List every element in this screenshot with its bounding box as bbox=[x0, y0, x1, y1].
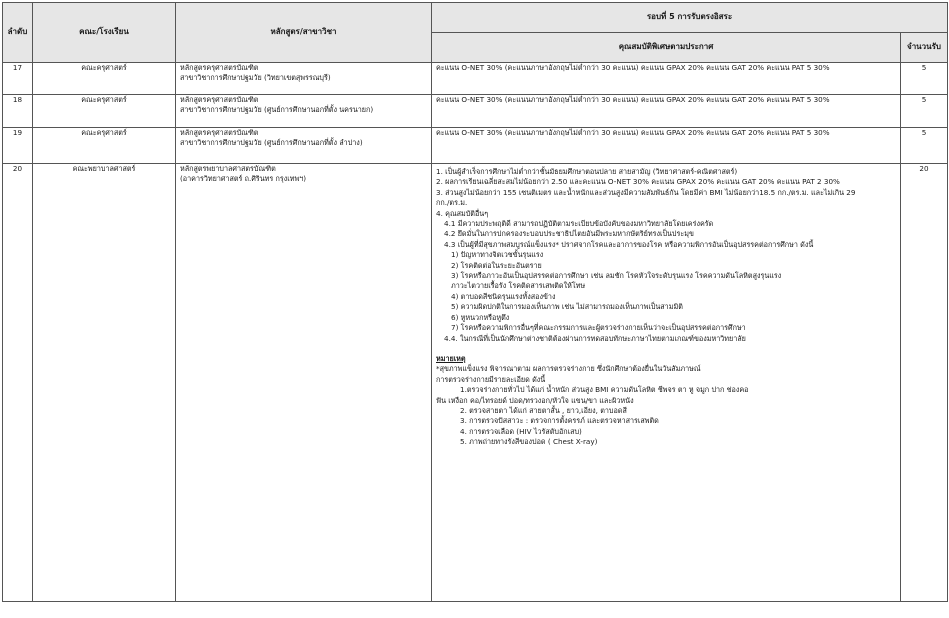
qual-item-3-cont: กก./ตร.ม. bbox=[436, 198, 468, 208]
row-qualification: คะแนน O-NET 30% (คะแนนภาษาอังกฤษไม่ต่ำกว่า 30 คะแนน) คะแนน GPAX 20% คะแนน GAT 20% คะแนน PAT 5 30% bbox=[432, 128, 901, 164]
row-qualification bbox=[432, 164, 901, 602]
qual-item-1: 1. เป็นผู้สำเร็จการศึกษาไม่ต่ำกว่าชั้นมัธยมศึกษาตอนปลาย สายสามัญ (วิทยาศาสตร์-คณิตศาสตร์) bbox=[436, 167, 738, 176]
note-line: การตรวจร่างกายมีรายละเอียด ดังนี้ bbox=[436, 374, 546, 384]
row-faculty: คณะครุศาสตร์ bbox=[33, 128, 176, 164]
note-line: 5. ภาพถ่ายทางรังสีของปอด ( Chest X-ray) bbox=[460, 437, 598, 447]
header-seats: จำนวนรับ bbox=[901, 33, 948, 63]
row-qualification: คะแนน O-NET 30% (คะแนนภาษาอังกฤษไม่ต่ำกว่า 30 คะแนน) คะแนน GPAX 20% คะแนน GAT 20% คะแนน PAT 5 30% bbox=[432, 63, 901, 95]
row-faculty: คณะครุศาสตร์ bbox=[33, 63, 176, 95]
note-line: 4. การตรวจเลือด (HIV ไวรัสตับอักเสบ) bbox=[460, 426, 582, 436]
health-item-2: 2) โรคติดต่อในระยะอันตราย bbox=[451, 260, 542, 270]
table-row bbox=[3, 95, 948, 128]
note-line: ฟัน เหงือก คอ/ไทรอยด์ ปอด/ทรวงอก/หัวใจ แขน/ขา และผิวหนัง bbox=[436, 395, 634, 405]
health-item-4: 4) ตาบอดสีชนิดรุนแรงทั้งสองข้าง bbox=[451, 291, 556, 301]
health-item-5: 5) ความผิดปกติในการมองเห็นภาพ เช่น ไม่สามารถมองเห็นภาพเป็นสามมิติ bbox=[451, 302, 683, 312]
program-name: หลักสูตรครุศาสตรบัณฑิต bbox=[180, 95, 259, 104]
row-program bbox=[176, 164, 432, 602]
note-line: 1.ตรวจร่างกายทั่วไป ได้แก่ น้ำหนัก ส่วนสูง BMI ความดันโลหิต ชีพจร ตา หู จมูก ปาก ช่องคอ bbox=[460, 385, 749, 395]
qual-item-2: 2. ผลการเรียนเฉลี่ยสะสมไม่น้อยกว่า 2.50 และคะแนน O-NET 30% คะแนน GPAX 20% คะแนน GAT 20% คะแนน PAT 2 30% bbox=[436, 177, 840, 187]
qual-item-4-2: 4.2 ยึดมั่นในการปกครองระบอบประชาธิปไตยอันมีพระมหากษัตริย์ทรงเป็นประมุข bbox=[444, 229, 694, 239]
qual-item-4-3: 4.3 เป็นผู้ที่มีสุขภาพสมบูรณ์แข็งแรง* ปราศจากโรคและอาการของโรค หรือความพิการอันเป็นอุปสรรคต่อการศึกษา ดังนี้ bbox=[444, 239, 814, 249]
row-faculty: คณะครุศาสตร์ bbox=[33, 95, 176, 128]
row-seats: 5 bbox=[901, 63, 948, 95]
health-item-3: 3) โรคหรือภาวะอันเป็นอุปสรรคต่อการศึกษา เช่น ลมชัก โรคหัวใจระดับรุนแรง โรคความดันโลหิตสูงรุนแรง bbox=[451, 271, 782, 281]
row-seats: 5 bbox=[901, 95, 948, 128]
note-line: 2. ตรวจสายตา ได้แก่ สายตาสั้น , ยาว,เอียง, ตาบอดสี bbox=[460, 405, 627, 415]
row-no: 19 bbox=[3, 128, 33, 164]
row-program bbox=[176, 128, 432, 164]
program-major: สาขาวิชาการศึกษาปฐมวัย (ศูนย์การศึกษานอกที่ตั้ง ลำปาง) bbox=[180, 138, 363, 148]
row-faculty: คณะพยาบาลศาสตร์ bbox=[33, 164, 176, 602]
health-item-7: 7) โรคหรือความพิการอื่นๆที่คณะกรรมการและผู้ตรวจร่างกายเห็นว่าจะเป็นอุปสรรคต่อการศึกษา bbox=[451, 323, 746, 333]
health-item-1: 1) ปัญหาทางจิตเวชขั้นรุนแรง bbox=[451, 250, 544, 260]
row-seats: 5 bbox=[901, 128, 948, 164]
row-no: 17 bbox=[3, 63, 33, 95]
row-seats: 20 bbox=[901, 164, 948, 602]
program-major: สาขาวิชาการศึกษาปฐมวัย (ศูนย์การศึกษานอกที่ตั้ง นครนายก) bbox=[180, 105, 374, 115]
header-round-title: รอบที่ 5 การรับตรงอิสระ bbox=[432, 3, 948, 33]
row-no: 18 bbox=[3, 95, 33, 128]
table-row bbox=[3, 128, 948, 164]
qual-item-4: 4. คุณสมบัติอื่นๆ bbox=[436, 208, 489, 218]
program-name: หลักสูตรพยาบาลศาสตรบัณฑิต bbox=[180, 164, 276, 173]
table-row bbox=[3, 63, 948, 95]
row-no: 20 bbox=[3, 164, 33, 602]
note-title: หมายเหตุ bbox=[436, 353, 466, 363]
program-name: หลักสูตรครุศาสตรบัณฑิต bbox=[180, 128, 259, 137]
row-program bbox=[176, 95, 432, 128]
program-major: (อาคารวิทยาศาสตร์ ถ.ศิรินทร กรุงเทพฯ) bbox=[180, 174, 307, 184]
table-row bbox=[3, 164, 948, 602]
header-no: ลำดับ bbox=[3, 3, 33, 63]
admission-table bbox=[2, 2, 948, 602]
note-line: 3. การตรวจปัสสาวะ : ตรวจการตั้งครรภ์ และตรวจหาสารเสพติด bbox=[460, 416, 659, 426]
note-line: *สุขภาพแข็งแรง พิจารณาตาม ผลการตรวจร่างกาย ซึ่งนักศึกษาต้องยื่นในวันสัมภาษณ์ bbox=[436, 364, 701, 374]
header-faculty: คณะ/โรงเรียน bbox=[33, 3, 176, 63]
health-item-3-cont: ภาวะไตวายเรื้อรัง โรคติดสารเสพติดให้โทษ bbox=[451, 281, 586, 291]
row-qualification: คะแนน O-NET 30% (คะแนนภาษาอังกฤษไม่ต่ำกว่า 30 คะแนน) คะแนน GPAX 20% คะแนน GAT 20% คะแนน PAT 5 30% bbox=[432, 95, 901, 128]
header-program: หลักสูตร/สาขาวิชา bbox=[176, 3, 432, 63]
program-name: หลักสูตรครุศาสตรบัณฑิต bbox=[180, 63, 259, 72]
header-qualification: คุณสมบัติพิเศษตามประกาศ bbox=[432, 33, 901, 63]
qual-item-3: 3. ส่วนสูงไม่น้อยกว่า 155 เซนติเมตร และน้ำหนักและส่วนสูงมีความสัมพันธ์กัน โดยมีค่า BMI ไม่น้อยกว่า18.5 กก./ตร.ม. และไม่เกิน 29 bbox=[436, 187, 856, 197]
program-major: สาขาวิชาการศึกษาปฐมวัย (วิทยาเขตสุพรรณบุรี) bbox=[180, 73, 331, 83]
row-program bbox=[176, 63, 432, 95]
qual-item-4-1: 4.1 มีความประพฤติดี สามารถปฏิบัติตามระเบียบข้อบังคับของมหาวิทยาลัยโดยเคร่งครัด bbox=[444, 219, 714, 229]
health-item-6: 6) หูหนวกหรือหูตึง bbox=[451, 312, 510, 322]
qual-item-4-4: 4.4. ในกรณีที่เป็นนักศึกษาต่างชาติต้องผ่านการทดสอบทักษะภาษาไทยตามเกณฑ์ของมหาวิทยาลัย bbox=[444, 333, 746, 343]
